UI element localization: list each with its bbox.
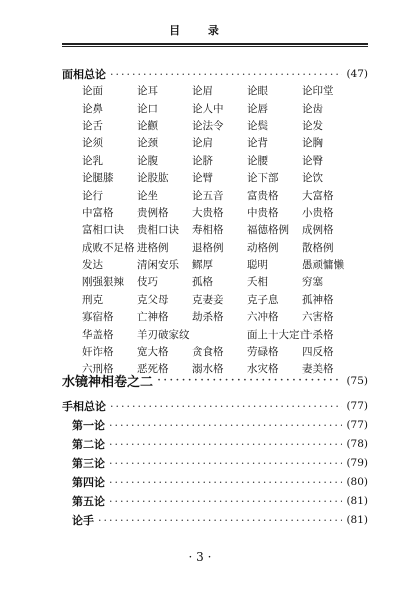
header-rule	[62, 43, 368, 45]
toc-grid-row	[82, 343, 382, 360]
toc-grid-item[interactable]: 六刑格	[82, 363, 114, 376]
toc-grid-item[interactable]: 论胸	[302, 137, 323, 150]
toc-grid-row	[82, 239, 382, 256]
toc-grid-item[interactable]: 论口	[137, 102, 158, 115]
toc-grid-item[interactable]: 穷塞	[302, 276, 323, 289]
page-header-title: 目 录	[169, 24, 231, 37]
toc-grid-item[interactable]: 寿相格	[192, 224, 224, 237]
toc-grid-item[interactable]: 孤神格	[302, 293, 334, 306]
toc-grid-row	[82, 134, 382, 151]
toc-grid-item[interactable]: 宽大格	[137, 346, 169, 359]
toc-grid-item[interactable]: 妻美格	[302, 363, 334, 376]
toc-entry-title: 第三论	[72, 457, 105, 470]
toc-grid-item[interactable]: 贵相口诀	[137, 224, 179, 237]
toc-grid-row	[82, 221, 382, 238]
toc-grid-item[interactable]: 奸诈格	[82, 346, 114, 359]
leader-dots	[110, 400, 342, 413]
toc-grid-item[interactable]: 四反格	[302, 346, 334, 359]
toc-entry-page: (81)	[346, 495, 368, 507]
toc-grid-item[interactable]: 论须	[82, 137, 103, 150]
toc-grid-item[interactable]: 寡宿格	[82, 311, 114, 324]
toc-grid-row	[82, 186, 382, 203]
toc-grid-item[interactable]: 论唇	[247, 102, 268, 115]
toc-grid-item[interactable]: 论眼	[247, 85, 268, 98]
toc-entry-page: (79)	[346, 457, 368, 469]
toc-grid-row	[82, 204, 382, 221]
leader-dots	[109, 476, 342, 489]
toc-grid-row	[82, 256, 382, 273]
toc-grid-row	[82, 325, 382, 342]
toc-grid-item[interactable]: 刚强狠辣	[82, 276, 124, 289]
toc-grid-item[interactable]: 贪食格	[192, 346, 224, 359]
toc-grid-item[interactable]: 进格例	[137, 241, 169, 254]
toc-subentry[interactable]	[72, 493, 368, 509]
toc-entry-page: (77)	[346, 419, 368, 431]
toc-grid-item[interactable]: 论颧	[137, 119, 158, 132]
toc-grid-item[interactable]: 论法令	[192, 119, 224, 132]
toc-grid-item[interactable]: 论下部	[247, 172, 279, 185]
toc-entry-title: 第一论	[72, 419, 105, 432]
leader-dots	[109, 438, 342, 451]
toc-grid-item[interactable]: 论背	[247, 137, 268, 150]
toc-grid-item[interactable]: 面上十大定亡	[247, 328, 310, 341]
toc-grid-item[interactable]: 论臀	[302, 154, 323, 167]
toc-grid-item[interactable]: 论坐	[137, 189, 158, 202]
toc-grid-item[interactable]: 亡神格	[137, 311, 169, 324]
toc-grid-item[interactable]: 论齿	[302, 102, 323, 115]
toc-grid-item[interactable]: 论舌	[82, 119, 103, 132]
toc-grid-row	[82, 273, 382, 290]
toc-grid-item[interactable]: 论股肱	[137, 172, 169, 185]
toc-grid-item[interactable]: 论腿膝	[82, 172, 114, 185]
toc-entry-page: (75)	[346, 374, 368, 387]
toc-grid-item[interactable]: 劫杀格	[192, 311, 224, 324]
toc-grid-item[interactable]: 恶死格	[137, 363, 169, 376]
toc-entry-title: 水镜神相卷之二	[62, 375, 154, 390]
toc-grid-item[interactable]: 论饮	[302, 172, 323, 185]
toc-grid-item[interactable]: 愚顽慵懒	[302, 259, 344, 272]
toc-grid-item[interactable]: 富相口诀	[82, 224, 124, 237]
toc-grid-item[interactable]: 克父母	[137, 293, 169, 306]
toc-entry-title: 第二论	[72, 438, 105, 451]
toc-grid-item[interactable]: 克妻妾	[192, 293, 224, 306]
toc-grid-item[interactable]: 刑克	[82, 293, 103, 306]
header-rule-thin	[62, 46, 368, 47]
toc-grid-item[interactable]: 大贵格	[192, 206, 224, 219]
toc-entry-section2[interactable]	[62, 371, 368, 390]
toc-grid-item[interactable]: 夭相	[247, 276, 268, 289]
toc-grid-item[interactable]: 论耳	[137, 85, 158, 98]
toc-subentry[interactable]	[72, 436, 368, 452]
toc-grid-item[interactable]: 六害格	[302, 311, 334, 324]
toc-grid-item[interactable]: 论眉	[192, 85, 213, 98]
toc-entry-title: 面相总论	[62, 68, 106, 81]
toc-grid-item[interactable]: 羊刃破家纹	[137, 328, 190, 341]
page-number: · 3 ·	[188, 550, 212, 564]
toc-grid-item[interactable]: 动格例	[247, 241, 279, 254]
toc-grid-item[interactable]: 论鬓	[247, 119, 268, 132]
toc-subentry[interactable]	[72, 474, 368, 490]
toc-entry-title: 论手	[72, 514, 94, 527]
toc-grid-item[interactable]: 水灾格	[247, 363, 279, 376]
toc-entry-page: (47)	[346, 68, 368, 80]
leader-dots	[109, 457, 342, 470]
toc-grid-item[interactable]: 论颈	[137, 137, 158, 150]
toc-grid-item[interactable]: 论印堂	[302, 85, 334, 98]
toc-grid-item[interactable]: 中富格	[82, 206, 114, 219]
toc-grid-item[interactable]: 论鼻	[82, 102, 103, 115]
toc-grid-item[interactable]: 劳碌格	[247, 346, 279, 359]
toc-grid-item[interactable]: 论行	[82, 189, 103, 202]
toc-grid-item[interactable]: 华盖格	[82, 328, 114, 341]
toc-grid-item[interactable]: 聪明	[247, 259, 268, 272]
toc-subentry[interactable]	[72, 512, 368, 528]
toc-subentry[interactable]	[72, 455, 368, 471]
toc-grid-item[interactable]: 论人中	[192, 102, 224, 115]
toc-grid-item[interactable]: 鳏厚	[192, 259, 213, 272]
toc-grid-item[interactable]: 成败不足格	[82, 241, 135, 254]
toc-subentry[interactable]	[72, 417, 368, 433]
leader-dots	[110, 68, 342, 81]
toc-grid-item[interactable]: 伎巧	[137, 276, 158, 289]
leader-dots	[98, 514, 342, 527]
toc-grid-row	[82, 99, 382, 116]
toc-grid-row	[82, 152, 382, 169]
toc-grid-item[interactable]: 论面	[82, 85, 103, 98]
toc-entry-page: (81)	[346, 514, 368, 526]
toc-grid-row	[82, 308, 382, 325]
toc-entry-title: 第五论	[72, 495, 105, 508]
toc-grid-item[interactable]: 小贵格	[302, 206, 334, 219]
leader-dots	[109, 495, 342, 508]
toc-grid-item[interactable]: 克子息	[247, 293, 279, 306]
toc-grid-row	[82, 291, 382, 308]
toc-grid-item[interactable]: 中贵格	[247, 206, 279, 219]
leader-dots	[157, 373, 342, 388]
toc-grid-item[interactable]: 论发	[302, 119, 323, 132]
toc-grid-row	[82, 117, 382, 134]
toc-grid-item[interactable]: 论脐	[192, 154, 213, 167]
toc-grid	[82, 82, 382, 378]
toc-grid-item[interactable]: 论臂	[192, 172, 213, 185]
toc-grid-item[interactable]: 论腹	[137, 154, 158, 167]
toc-grid-item[interactable]: 散格例	[302, 241, 334, 254]
toc-entry-page: (80)	[346, 476, 368, 488]
toc-grid-item[interactable]: 退格例	[192, 241, 224, 254]
toc-grid-item[interactable]: 贵例格	[137, 206, 169, 219]
leader-dots	[109, 419, 342, 432]
toc-entry-title: 第四论	[72, 476, 105, 489]
toc-entry-page: (78)	[346, 438, 368, 450]
toc-grid-row	[82, 82, 382, 99]
toc-grid-item[interactable]: 成例格	[302, 224, 334, 237]
toc-entry-section3[interactable]	[62, 398, 368, 414]
toc-grid-item[interactable]: 十杀格	[302, 328, 334, 341]
toc-entry-title: 手相总论	[62, 400, 106, 413]
toc-grid-item[interactable]: 福德格例	[247, 224, 289, 237]
toc-grid-item[interactable]: 溺水格	[192, 363, 224, 376]
toc-entry-section1[interactable]	[62, 66, 368, 82]
toc-grid-item[interactable]: 富贵格	[247, 189, 279, 202]
toc-entry-page: (77)	[346, 400, 368, 412]
toc-grid-item[interactable]: 论五音	[192, 189, 224, 202]
toc-grid-item[interactable]: 论肩	[192, 137, 213, 150]
toc-grid-item[interactable]: 发达	[82, 259, 103, 272]
toc-grid-item[interactable]: 清闲安乐	[137, 259, 179, 272]
toc-grid-row	[82, 169, 382, 186]
toc-grid-item[interactable]: 论乳	[82, 154, 103, 167]
toc-grid-item[interactable]: 论腰	[247, 154, 268, 167]
toc-grid-item[interactable]: 大富格	[302, 189, 334, 202]
toc-grid-item[interactable]: 孤格	[192, 276, 213, 289]
toc-grid-item[interactable]: 六冲格	[247, 311, 279, 324]
